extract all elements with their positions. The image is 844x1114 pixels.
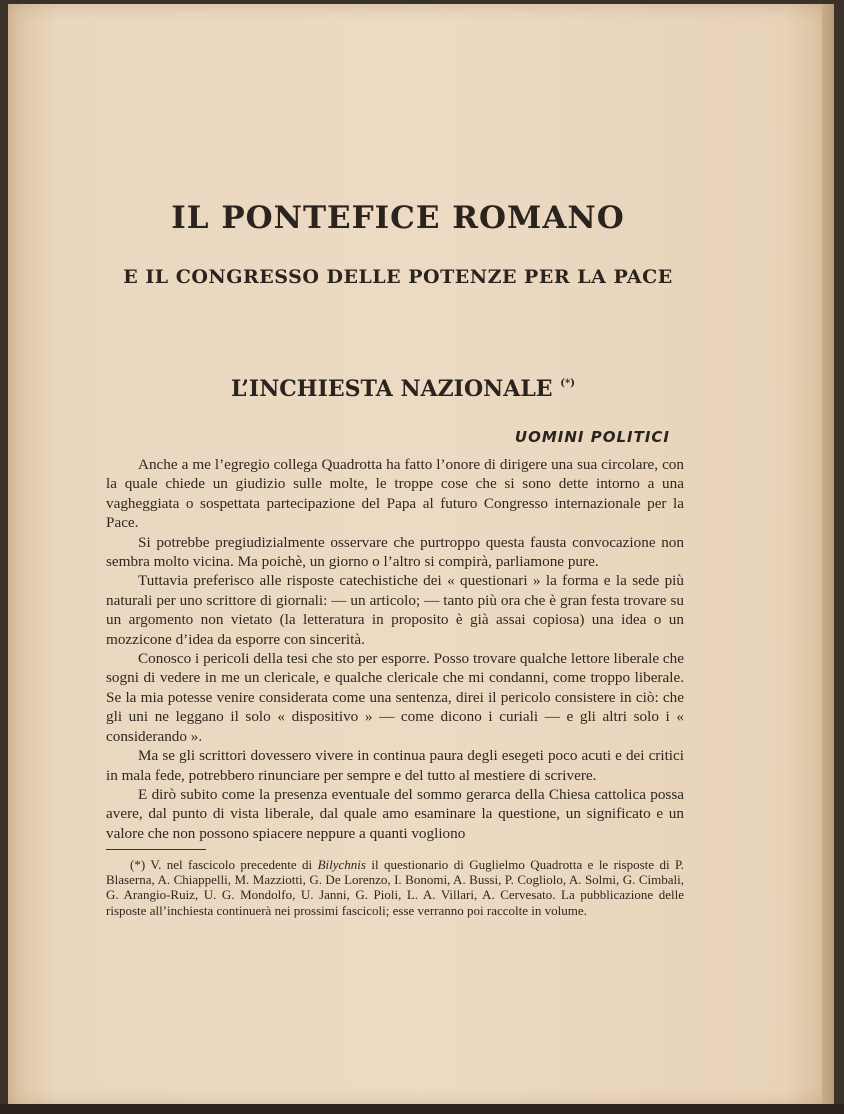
article-body	[106, 455, 684, 843]
paragraph: Anche a me l’egregio collega Quadrotta ha fatto l’onore di dirigere una sua circolare, con la quale chiede un giudizio sulle molte, le troppe cose che si sono dette intorno a una vagheggiata o sospettata partecipazione del Papa al futuro Congresso internazionale per la Pace.	[106, 456, 684, 532]
paragraph: Conosco i pericoli della tesi che sto per esporre. Posso trovare qualche lettore liberale che sogni di vedere in me un clericale, e qualche clericale che mi condanni, come troppo liberale. Se la mia potesse venire considerata come una sentenza, direi il pericolo consistere in ciò: che gli uni ne leggano il solo « dispositivo » — come dicono i curiali — e gli altri solo i « considerando ».	[106, 650, 684, 745]
footnote-journal: Bilychnis	[317, 857, 366, 872]
paragraph: Si potrebbe pregiudizialmente osservare che purtroppo questa fausta convocazione non sembra molto vicina. Ma poichè, un giorno o l’altro si compirà, parliamone pure.	[106, 533, 684, 571]
article-title: IL PONTEFICE ROMANO	[171, 200, 625, 236]
paragraph: Ma se gli scrittori dovessero vivere in continua paura degli esegeti poco acuti e dei critici in mala fede, potrebbero rinunciare per sempre e del tutto al mestiere di scrivere.	[106, 747, 684, 784]
section-byline: UOMINI POLITICI	[514, 428, 670, 446]
footnote-text-before: V. nel fascicolo precedente di	[150, 857, 313, 872]
paper-page	[8, 4, 834, 1106]
page-bottom-edge	[0, 1104, 844, 1114]
footnote-mark: (*)	[130, 857, 146, 872]
paragraph: E dirò subito come la presenza eventuale del sommo gerarca della Chiesa cattolica possa avere, dal punto di vista liberale, dal quale amo esaminare la questione, un significato e un valore che non possono spiacere neppure a quanti vogliono	[106, 785, 684, 842]
section-heading-text: L’INCHIESTA NAZIONALE	[231, 376, 553, 402]
paragraph: Tuttavia preferisco alle risposte catechistiche dei « questionari » la forma e la sede più naturali per uno scrittore di giornali: — un articolo; — tanto più ora che è gran festa trovare su un argomento non vietato (la letteratura in proposito è già assai copiosa) una idea o un mozzicone d’idea da esporre con sincerità.	[106, 572, 684, 648]
footnote-rule	[106, 849, 206, 850]
article-subtitle: E IL CONGRESSO DELLE POTENZE PER LA PACE	[123, 266, 673, 288]
section-heading	[8, 376, 798, 402]
footnote-text-after: il questionario di Guglielmo Quadrotta e le risposte di P. Blaserna, A. Chiappelli, M. Mazziotti, G. De Lorenzo, I. Bonomi, A. Bussi, P. Cogliolo, A. Solmi, G. Cimbali, G. Arangio-Ruiz, U. G. Mondolfo, U. Janni, G. Pioli, L. A. Villari, A. Cervesato. La pubblicazione delle risposte all’inchiesta continuerà nei prossimi fascicoli; esse verranno poi raccolte in volume.	[106, 857, 685, 918]
footnote	[106, 857, 684, 918]
page-edge	[822, 4, 834, 1114]
footnote-marker: (*)	[560, 378, 575, 389]
